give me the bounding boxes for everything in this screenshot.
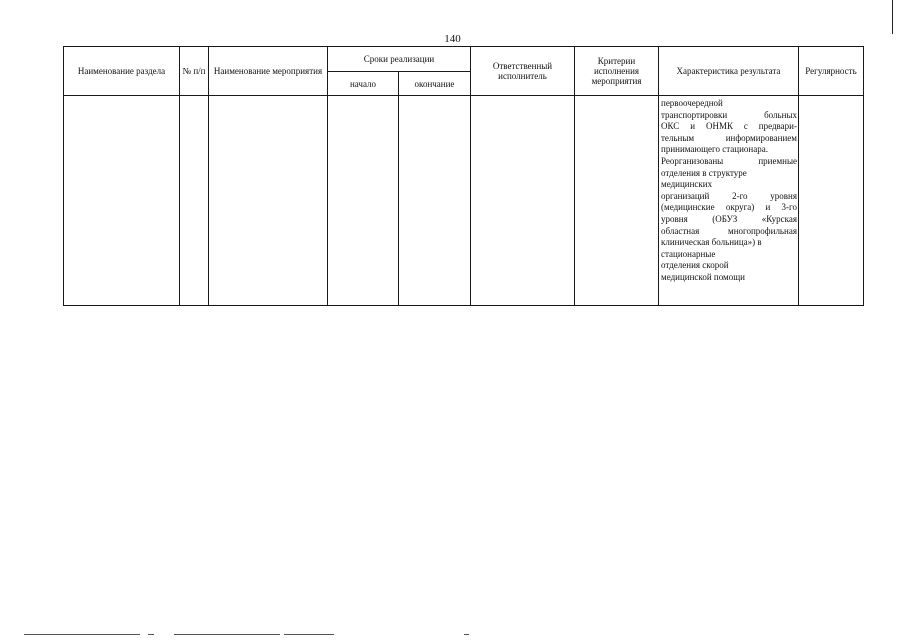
result-line: медицинских (661, 179, 713, 190)
header-criteria: Критерии исполнения мероприятия (575, 47, 659, 96)
header-number: № п/п (180, 47, 209, 96)
result-line: уровня (ОБУЗ «Курская (661, 213, 797, 224)
plan-table (63, 46, 864, 306)
header-start: начало (328, 72, 399, 96)
cell-start (328, 96, 399, 306)
result-line: отделения скорой (661, 260, 729, 271)
result-line: медицинской помощи (661, 271, 745, 282)
result-line: ОКС и ОНМК с предвари- (661, 121, 797, 132)
header-end: окончание (399, 72, 471, 96)
result-line: принимающего стационара. (661, 144, 768, 155)
result-line: областная многопрофильная (661, 225, 797, 236)
header-result: Характеристика результата (659, 47, 799, 96)
result-line: организаций 2-го уровня (661, 190, 797, 201)
cell-end (399, 96, 471, 306)
table-row (64, 96, 864, 306)
cell-responsible (471, 96, 575, 306)
header-event-name: Наименование мероприятия (209, 47, 328, 96)
header-regularity: Регулярность (799, 47, 864, 96)
header-responsible: Ответственный исполнитель (471, 47, 575, 96)
result-line: первоочередной (661, 98, 723, 108)
result-line: Реорганизованы приемные (661, 155, 797, 166)
result-description (659, 96, 798, 284)
result-line: клиническая больница») в (661, 237, 762, 248)
cell-criteria (575, 96, 659, 306)
cell-regularity (799, 96, 864, 306)
cell-event-name (209, 96, 328, 306)
header-section-name: Наименование раздела (64, 47, 180, 96)
result-line: стационарные (661, 248, 716, 259)
page-edge-line (892, 0, 893, 34)
result-line: (медицинские округа) и 3-го (661, 202, 797, 213)
page-number: 140 (444, 33, 461, 45)
cell-section-name (64, 96, 180, 306)
header-terms: Сроки реализации (328, 47, 471, 72)
cell-result (659, 96, 799, 306)
result-line: отделения в структуре (661, 167, 747, 178)
result-line: транспортировки больных (661, 109, 797, 120)
result-line: тельным информированием (661, 132, 797, 143)
cell-number (180, 96, 209, 306)
